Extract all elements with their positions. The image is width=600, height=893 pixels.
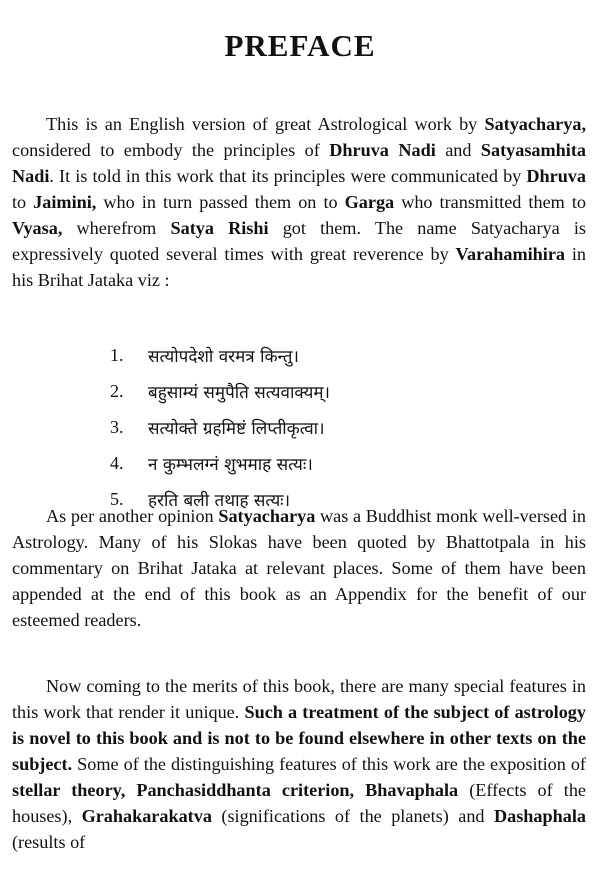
sloka-text: बहुसाम्यं समुपैति सत्यवाक्यम्।	[148, 382, 330, 403]
bold-term: Satyacharya,	[484, 114, 586, 134]
sloka-item	[110, 445, 530, 481]
bold-term: Varahamihira	[455, 244, 565, 264]
text-run: Some of the distinguishing features of this work are the exposition of	[72, 754, 586, 774]
text-run: . It is told in this work that its principles were communicated by	[49, 166, 527, 186]
text-run: As per another opinion	[46, 506, 219, 526]
sloka-number: 4.	[110, 452, 124, 473]
text-run: (results of	[12, 832, 86, 852]
bold-term: Satyasamhita Nadi	[12, 140, 586, 186]
sloka-number: 3.	[110, 416, 124, 437]
sloka-list	[110, 337, 530, 517]
sloka-number: 2.	[110, 380, 124, 401]
bold-term: Dhruva Nadi	[329, 140, 436, 160]
text-run: who transmitted them to	[394, 192, 586, 212]
text-run: to	[12, 192, 34, 212]
paragraph-intro	[12, 111, 586, 293]
sloka-text: सत्योक्ते ग्रहमिष्टं लिप्तीकृत्वा।	[148, 418, 325, 439]
bold-term: Grahakarakatva	[81, 806, 212, 826]
text-run: wherefrom	[62, 218, 171, 238]
paragraph-opinion	[12, 503, 586, 633]
sloka-item	[110, 337, 530, 373]
bold-term: Such a treatment of the subject of astrology is novel to this book and is not to be found elsewhere in other texts on the subject.	[12, 702, 586, 774]
sloka-text: न कुम्भलग्नं शुभमाह सत्यः।	[148, 454, 313, 475]
text-run: (Effects of the houses),	[12, 780, 586, 826]
text-run: who in turn passed them on to	[96, 192, 345, 212]
text-run: This is an English version of great Astrological work by	[46, 114, 485, 134]
bold-term: Satyacharya	[218, 506, 316, 526]
sloka-item	[110, 409, 530, 445]
text-run: was a Buddhist monk well-versed in Astrology. Many of his Slokas have been quoted by Bhattotpala in his commentary on Brihat Jataka at relevant places. Some of them have been appended at the end of this book as an Appendix for the benefit of our esteemed readers.	[12, 506, 586, 630]
text-run: considered to embody the principles of	[12, 140, 330, 160]
paragraph-merits	[12, 673, 586, 855]
bold-term: Garga	[344, 192, 395, 212]
text-run: (significations of the planets) and	[211, 806, 494, 826]
bold-term: Vyasa,	[12, 218, 63, 238]
sloka-item	[110, 373, 530, 409]
bold-term: stellar theory, Panchasiddhanta criterion, Bhavaphala	[12, 780, 459, 800]
bold-term: Satya Rishi	[170, 218, 269, 238]
sloka-text: हरति बली तथाह सत्यः।	[148, 490, 291, 511]
bold-term: Jaimini,	[33, 192, 97, 212]
sloka-text: सत्योपदेशो वरमत्र किन्तु।	[148, 346, 299, 367]
text-run: Now coming to the merits of this book, there are many special features in this work that render it unique.	[12, 676, 586, 722]
sloka-number: 1.	[110, 344, 124, 365]
bold-term: Dhruva	[526, 166, 586, 186]
text-run: and	[435, 140, 481, 160]
text-run: got them. The name Satyacharya is expressively quoted several times with great reverence by	[12, 218, 586, 264]
bold-term: Dashaphala	[493, 806, 586, 826]
sloka-number: 5.	[110, 488, 124, 509]
page-title: PREFACE	[224, 28, 376, 63]
text-run: in his Brihat Jataka viz :	[12, 244, 586, 290]
